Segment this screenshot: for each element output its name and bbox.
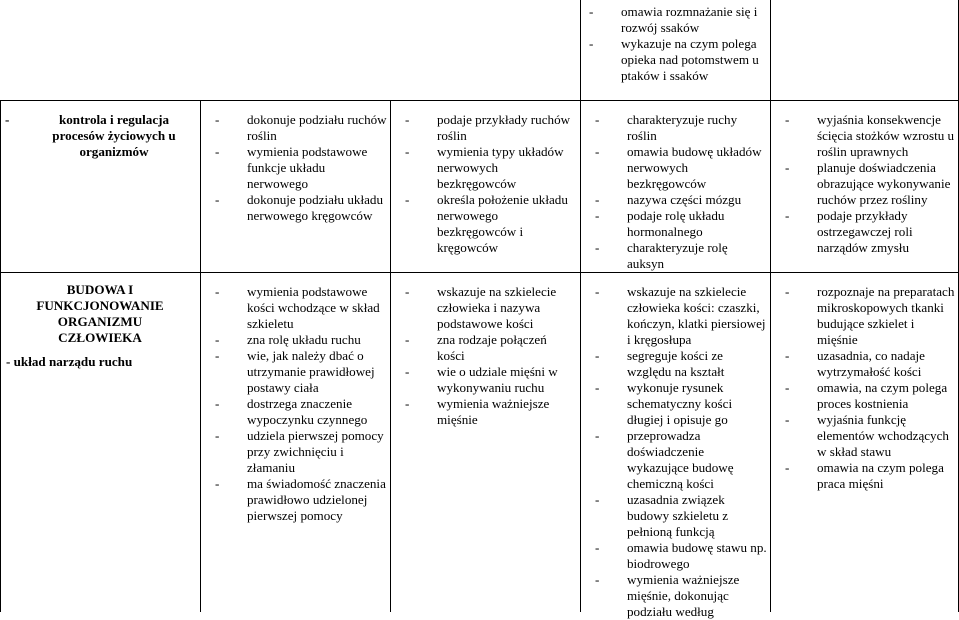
list-item: - omawia budowę układów nerwowych bezkręgowców bbox=[595, 144, 767, 192]
list-item: - rozpoznaje na preparatach mikroskopowych tkanki budujące szkielet i mięśnie bbox=[785, 284, 955, 348]
list-item: - wymienia ważniejsze mięśnie, dokonując podziału według bbox=[595, 572, 767, 620]
list-item: - omawia, na czym polega proces kostnienia bbox=[785, 380, 955, 412]
mid-col1-list bbox=[215, 112, 387, 224]
table-border-horizontal bbox=[0, 100, 959, 101]
cell-mid-col3 bbox=[592, 110, 770, 272]
bottom-col4-list bbox=[785, 284, 955, 492]
cell-bottom-col1 bbox=[212, 282, 390, 524]
list-item: - wykonuje rysunek schematyczny kości długiej i opisuje go bbox=[595, 380, 767, 428]
mid-col3-list bbox=[595, 112, 767, 272]
cell-bottom-col0 bbox=[2, 282, 198, 370]
list-item: - wymienia podstawowe kości wchodzące w skład szkieletu bbox=[215, 284, 387, 332]
cell-mid-col1 bbox=[212, 110, 390, 224]
list-item: - uzasadnia związek budowy szkieletu z pełnioną funkcją bbox=[595, 492, 767, 540]
bottom-col1-list bbox=[215, 284, 387, 524]
list-item: - wykazuje na czym polega opieka nad potomstwem u ptaków i ssaków bbox=[589, 36, 768, 84]
list-item: - dostrzega znaczenie wypoczynku czynnego bbox=[215, 396, 387, 428]
cell-mid-col2 bbox=[402, 110, 580, 256]
bottom-col3-list bbox=[595, 284, 767, 620]
cell-top-col4 bbox=[586, 2, 771, 84]
list-item: - wymienia typy układów nerwowych bezkręgowców bbox=[405, 144, 577, 192]
list-item: - uzasadnia, co nadaje wytrzymałość kości bbox=[785, 348, 955, 380]
cell-mid-col0 bbox=[2, 110, 198, 160]
cell-bottom-col2 bbox=[402, 282, 580, 428]
list-item: - wskazuje na szkielecie człowieka i nazywa podstawowe kości bbox=[405, 284, 577, 332]
list-item: - wyjaśnia konsekwencje ścięcia stożków wzrostu u roślin uprawnych bbox=[785, 112, 955, 160]
section-heading: BUDOWA I FUNKCJONOWANIE ORGANIZMU CZŁOWIEKA bbox=[36, 282, 164, 345]
cell-mid-col4 bbox=[782, 110, 958, 256]
section-subheading: - układ narządu ruchu bbox=[6, 354, 133, 369]
list-item: - określa położenie układu nerwowego bezkręgowców i kręgowców bbox=[405, 192, 577, 256]
table-border-vertical bbox=[770, 0, 771, 612]
table-border-horizontal bbox=[0, 272, 959, 273]
list-item: - udziela pierwszej pomocy przy zwichnięciu i złamaniu bbox=[215, 428, 387, 476]
mid-col2-list bbox=[405, 112, 577, 256]
list-item: - segreguje kości ze względu na kształt bbox=[595, 348, 767, 380]
list-item: - omawia rozmnażanie się i rozwój ssaków bbox=[589, 4, 768, 36]
topic-title: - kontrola i regulacja procesów życiowych u organizmów bbox=[5, 112, 195, 160]
list-item: - wie, jak należy dbać o utrzymanie prawidłowej postawy ciała bbox=[215, 348, 387, 396]
list-item: - podaje przykłady ostrzegawczej roli narządów zmysłu bbox=[785, 208, 955, 256]
list-item: - charakteryzuje ruchy roślin bbox=[595, 112, 767, 144]
list-item: - omawia na czym polega praca mięśni bbox=[785, 460, 955, 492]
list-item: - wymienia podstawowe funkcje układu nerwowego bbox=[215, 144, 387, 192]
list-item: - przeprowadza doświadczenie wykazujące budowę chemiczną kości bbox=[595, 428, 767, 492]
list-item: - omawia budowę stawu np. biodrowego bbox=[595, 540, 767, 572]
list-item: - wie o udziale mięśni w wykonywaniu ruchu bbox=[405, 364, 577, 396]
list-item: - dokonuje podziału układu nerwowego kręgowców bbox=[215, 192, 387, 224]
bottom-col2-list bbox=[405, 284, 577, 428]
list-item: - podaje rolę układu hormonalnego bbox=[595, 208, 767, 240]
list-item: - podaje przykłady ruchów roślin bbox=[405, 112, 577, 144]
cell-bottom-col3 bbox=[592, 282, 770, 620]
list-item: - nazywa części mózgu bbox=[595, 192, 767, 208]
list-item: - wskazuje na szkielecie człowieka kości: czaszki, kończyn, klatki piersiowej i kręgosłupa bbox=[595, 284, 767, 348]
list-item: - dokonuje podziału ruchów roślin bbox=[215, 112, 387, 144]
list-item: - zna rodzaje połączeń kości bbox=[405, 332, 577, 364]
list-item: - planuje doświadczenia obrazujące wykonywanie ruchów przez rośliny bbox=[785, 160, 955, 208]
top-col4-list bbox=[589, 4, 768, 84]
table-border-vertical bbox=[390, 100, 391, 612]
list-item: - wyjaśnia funkcję elementów wchodzących w skład stawu bbox=[785, 412, 955, 460]
cell-bottom-col4 bbox=[782, 282, 958, 492]
list-item: - charakteryzuje rolę auksyn bbox=[595, 240, 767, 272]
list-item: - ma świadomość znaczenia prawidłowo udzielonej pierwszej pomocy bbox=[215, 476, 387, 524]
list-item: - zna rolę układu ruchu bbox=[215, 332, 387, 348]
table-border-vertical bbox=[580, 0, 581, 612]
mid-col4-list bbox=[785, 112, 955, 256]
table-border-vertical bbox=[0, 100, 1, 612]
list-item: - wymienia ważniejsze mięśnie bbox=[405, 396, 577, 428]
table-border-vertical bbox=[200, 100, 201, 612]
